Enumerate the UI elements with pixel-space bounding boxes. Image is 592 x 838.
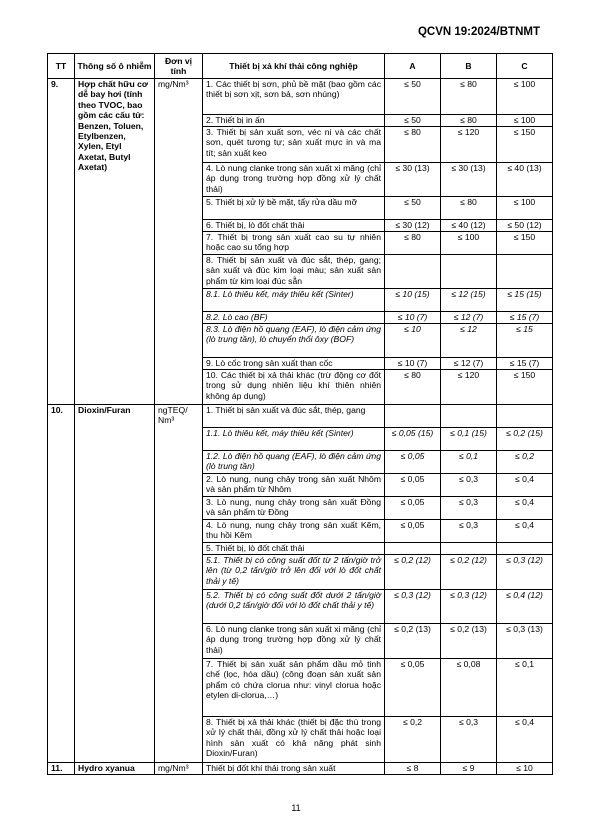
limit-b: ≤ 12 xyxy=(441,324,497,358)
limit-c: ≤ 10 xyxy=(497,763,553,775)
limit-b: ≤ 120 xyxy=(441,127,497,163)
page-number: 11 xyxy=(291,803,301,813)
limit-c: ≤ 15 (15) xyxy=(497,289,553,312)
limit-a: ≤ 0,2 (13) xyxy=(385,624,441,659)
limit-c: ≤ 0,3 (12) xyxy=(497,555,553,590)
limit-c: ≤ 150 xyxy=(497,370,553,405)
limit-a xyxy=(385,255,441,289)
limit-a: ≤ 0,05 xyxy=(385,451,441,474)
equipment-description: 8. Thiết bị sản xuất và đúc sắt, thép, gang; sản xuất và đúc kim loại màu; sản xuất sản phẩm từ kim loại đúc sẵn xyxy=(203,255,385,289)
limit-a: ≤ 50 xyxy=(385,197,441,220)
equipment-description: 8.3. Lò điện hồ quang (EAF), lò điện cảm ứng (lò trung tần), lò chuyển thổi ôxy (BOF) xyxy=(203,324,385,358)
unit: ngTEQ/ Nm³ xyxy=(155,405,203,763)
equipment-description: 1. Thiết bị sản xuất và đúc sắt, thép, gang xyxy=(203,405,385,428)
col-header-unit: Đơn vị tính xyxy=(155,54,203,79)
limit-c: ≤ 0,1 xyxy=(497,659,553,717)
limit-b: ≤ 0,3 (12) xyxy=(441,590,497,624)
limit-b: ≤ 0,3 xyxy=(441,520,497,543)
limit-b: ≤ 0,3 xyxy=(441,717,497,763)
limit-b: ≤ 0,2 (13) xyxy=(441,624,497,659)
limit-c: ≤ 0,4 xyxy=(497,717,553,763)
limit-a: ≤ 50 xyxy=(385,115,441,127)
table-header-row xyxy=(48,54,553,79)
limit-c: ≤ 0,4 (12) xyxy=(497,590,553,624)
limit-a: ≤ 80 xyxy=(385,232,441,255)
limit-a xyxy=(385,543,441,555)
limit-a: ≤ 10 (15) xyxy=(385,289,441,312)
table-row xyxy=(48,405,553,428)
limit-c: ≤ 150 xyxy=(497,127,553,163)
equipment-description: 10. Các thiết bị xả thải khác (trừ động cơ đốt trong sử dụng nhiên liệu khí thiên nhiên không áp dụng) xyxy=(203,370,385,405)
equipment-description: 1.1. Lò thiêu kết, máy thiêu kết (Sinter) xyxy=(203,428,385,451)
limit-a: ≤ 0,05 xyxy=(385,520,441,543)
limit-a: ≤ 30 (12) xyxy=(385,220,441,232)
equipment-description: Thiết bị đốt khí thải trong sản xuất xyxy=(203,763,385,775)
limit-c: ≤ 15 xyxy=(497,324,553,358)
limit-b: ≤ 30 (13) xyxy=(441,163,497,197)
limit-a: ≤ 80 xyxy=(385,370,441,405)
limit-c: ≤ 0,4 xyxy=(497,520,553,543)
limit-b: ≤ 0,08 xyxy=(441,659,497,717)
equipment-description: 3. Lò nung, nung chảy trong sản xuất Đồng và sản phẩm từ Đồng xyxy=(203,497,385,520)
limit-c: ≤ 0,4 xyxy=(497,497,553,520)
equipment-description: 9. Lò cốc trong sản xuất than cốc xyxy=(203,358,385,370)
equipment-description: 6. Thiết bị, lò đốt chất thải xyxy=(203,220,385,232)
limit-a: ≤ 10 xyxy=(385,324,441,358)
row-number: 10. xyxy=(48,405,75,763)
limit-b: ≤ 80 xyxy=(441,115,497,127)
equipment-description: 5. Thiết bị, lò đốt chất thải xyxy=(203,543,385,555)
limit-b: ≤ 80 xyxy=(441,79,497,115)
limit-c: ≤ 100 xyxy=(497,115,553,127)
limit-c xyxy=(497,543,553,555)
equipment-description: 1.2. Lò điện hồ quang (EAF), lò điện cảm ứng (lò trung tần) xyxy=(203,451,385,474)
limit-c xyxy=(497,255,553,289)
limit-b: ≤ 12 (7) xyxy=(441,358,497,370)
col-header-b: B xyxy=(441,54,497,79)
equipment-description: 2. Thiết bị in ấn xyxy=(203,115,385,127)
equipment-description: 3. Thiết bị sản xuất sơn, véc ni và các chất sơn, quét tương tự; sản xuất mực in và ma tít; sản xuất keo xyxy=(203,127,385,163)
parameter-name: Hợp chất hữu cơ dễ bay hơi (tính theo TVOC, bao gồm các cấu tử: Benzen, Toluen, Etylbenzen, Xylen, Etyl Axetat, Butyl Axetat) xyxy=(75,79,155,405)
limit-b: ≤ 0,3 xyxy=(441,497,497,520)
limit-b: ≤ 0,2 (12) xyxy=(441,555,497,590)
equipment-description: 8. Thiết bị xả thải khác (thiết bị đặc thù trong xử lý chất thải, đồng xử lý chất thải hoặc loại hình sản xuất có khả năng phát sinh Dioxin/Furan) xyxy=(203,717,385,763)
limit-a: ≤ 0,2 (12) xyxy=(385,555,441,590)
limit-b: ≤ 100 xyxy=(441,232,497,255)
parameter-name: Hydro xyanua xyxy=(75,763,155,775)
limit-a: ≤ 0,3 (12) xyxy=(385,590,441,624)
limit-a: ≤ 10 (7) xyxy=(385,312,441,324)
equipment-description: 8.1. Lò thiêu kết, máy thiêu kết (Sinter) xyxy=(203,289,385,312)
col-header-a: A xyxy=(385,54,441,79)
limit-c: ≤ 15 (7) xyxy=(497,312,553,324)
limit-c: ≤ 100 xyxy=(497,197,553,220)
parameter-name: Dioxin/Furan xyxy=(75,405,155,763)
limit-c: ≤ 150 xyxy=(497,232,553,255)
limit-a: ≤ 0,05 xyxy=(385,474,441,497)
equipment-description: 4. Lò nung, nung chảy trong sản xuất Kẽm, thu hồi Kẽm xyxy=(203,520,385,543)
limit-a: ≤ 0,05 (15) xyxy=(385,428,441,451)
limit-a: ≤ 0,05 xyxy=(385,659,441,717)
limit-b: ≤ 0,1 xyxy=(441,451,497,474)
equipment-description: 7. Thiết bị sản xuất sản phẩm dầu mỏ tinh chế (lọc, hóa dầu) (công đoạn sản xuất sản phẩm có chứa clorua như: vinyl clorua hoặc etylen di-clorua,…) xyxy=(203,659,385,717)
equipment-description: 6. Lò nung clanke trong sản xuất xi măng (chỉ áp dụng trong trường hợp đồng xử lý chất thải) xyxy=(203,624,385,659)
row-number: 11. xyxy=(48,763,75,775)
limit-c: ≤ 50 (12) xyxy=(497,220,553,232)
equipment-description: 5.1. Thiết bị có công suất đốt từ 2 tấn/giờ trở lên (từ 0,2 tấn/giờ trở lên đối với lò đốt chất thải y tế) xyxy=(203,555,385,590)
limit-c: ≤ 100 xyxy=(497,79,553,115)
limit-b: ≤ 40 (12) xyxy=(441,220,497,232)
limit-c: ≤ 40 (13) xyxy=(497,163,553,197)
limit-a: ≤ 0,05 xyxy=(385,497,441,520)
col-header-c: C xyxy=(497,54,553,79)
table-row xyxy=(48,79,553,115)
limit-b: ≤ 120 xyxy=(441,370,497,405)
limit-c: ≤ 0,2 (15) xyxy=(497,428,553,451)
equipment-description: 5.2. Thiết bị có công suất đốt dưới 2 tấn/giờ (dưới 0,2 tấn/giờ đối với lò đốt chất thải y tế) xyxy=(203,590,385,624)
unit: mg/Nm³ xyxy=(155,79,203,405)
limit-c xyxy=(497,405,553,428)
limit-a: ≤ 30 (13) xyxy=(385,163,441,197)
limit-b: ≤ 80 xyxy=(441,197,497,220)
limit-a: ≤ 10 (7) xyxy=(385,358,441,370)
unit: mg/Nm³ xyxy=(155,763,203,775)
limit-a: ≤ 50 xyxy=(385,79,441,115)
equipment-description: 2. Lò nung, nung chảy trong sản xuất Nhôm và sản phẩm từ Nhôm xyxy=(203,474,385,497)
limit-b: ≤ 9 xyxy=(441,763,497,775)
limit-c: ≤ 0,2 xyxy=(497,451,553,474)
limit-b: ≤ 12 (7) xyxy=(441,312,497,324)
limit-a: ≤ 8 xyxy=(385,763,441,775)
col-header-tt: TT xyxy=(48,54,75,79)
limit-c: ≤ 15 (7) xyxy=(497,358,553,370)
limit-b xyxy=(441,255,497,289)
col-header-parameter: Thông số ô nhiễm xyxy=(75,54,155,79)
limit-b: ≤ 12 (15) xyxy=(441,289,497,312)
row-number: 9. xyxy=(48,79,75,405)
table-row xyxy=(48,763,553,775)
limit-a: ≤ 80 xyxy=(385,127,441,163)
limit-a xyxy=(385,405,441,428)
limit-a: ≤ 0,2 xyxy=(385,717,441,763)
limit-c: ≤ 0,4 xyxy=(497,474,553,497)
limit-b xyxy=(441,405,497,428)
emission-limits-table xyxy=(47,53,553,775)
document-code: QCVN 19:2024/BTNMT xyxy=(417,26,540,38)
equipment-description: 4. Lò nung clanke trong sản xuất xi măng (chỉ áp dụng trong trường hợp đồng xử lý chất thải) xyxy=(203,163,385,197)
equipment-description: 1. Các thiết bị sơn, phủ bề mặt (bao gồm các thiết bị sơn xịt, sơn bả, sơn nhúng) xyxy=(203,79,385,115)
equipment-description: 8.2. Lò cao (BF) xyxy=(203,312,385,324)
col-header-equipment: Thiết bị xả khí thải công nghiệp xyxy=(203,54,385,79)
limit-b: ≤ 0,1 (15) xyxy=(441,428,497,451)
limit-b: ≤ 0,3 xyxy=(441,474,497,497)
equipment-description: 7. Thiết bị trong sản xuất cao su tự nhiên hoặc cao su tổng hợp xyxy=(203,232,385,255)
limit-b xyxy=(441,543,497,555)
equipment-description: 5. Thiết bị xử lý bề mặt, tẩy rửa dầu mỡ xyxy=(203,197,385,220)
limit-c: ≤ 0,3 (13) xyxy=(497,624,553,659)
